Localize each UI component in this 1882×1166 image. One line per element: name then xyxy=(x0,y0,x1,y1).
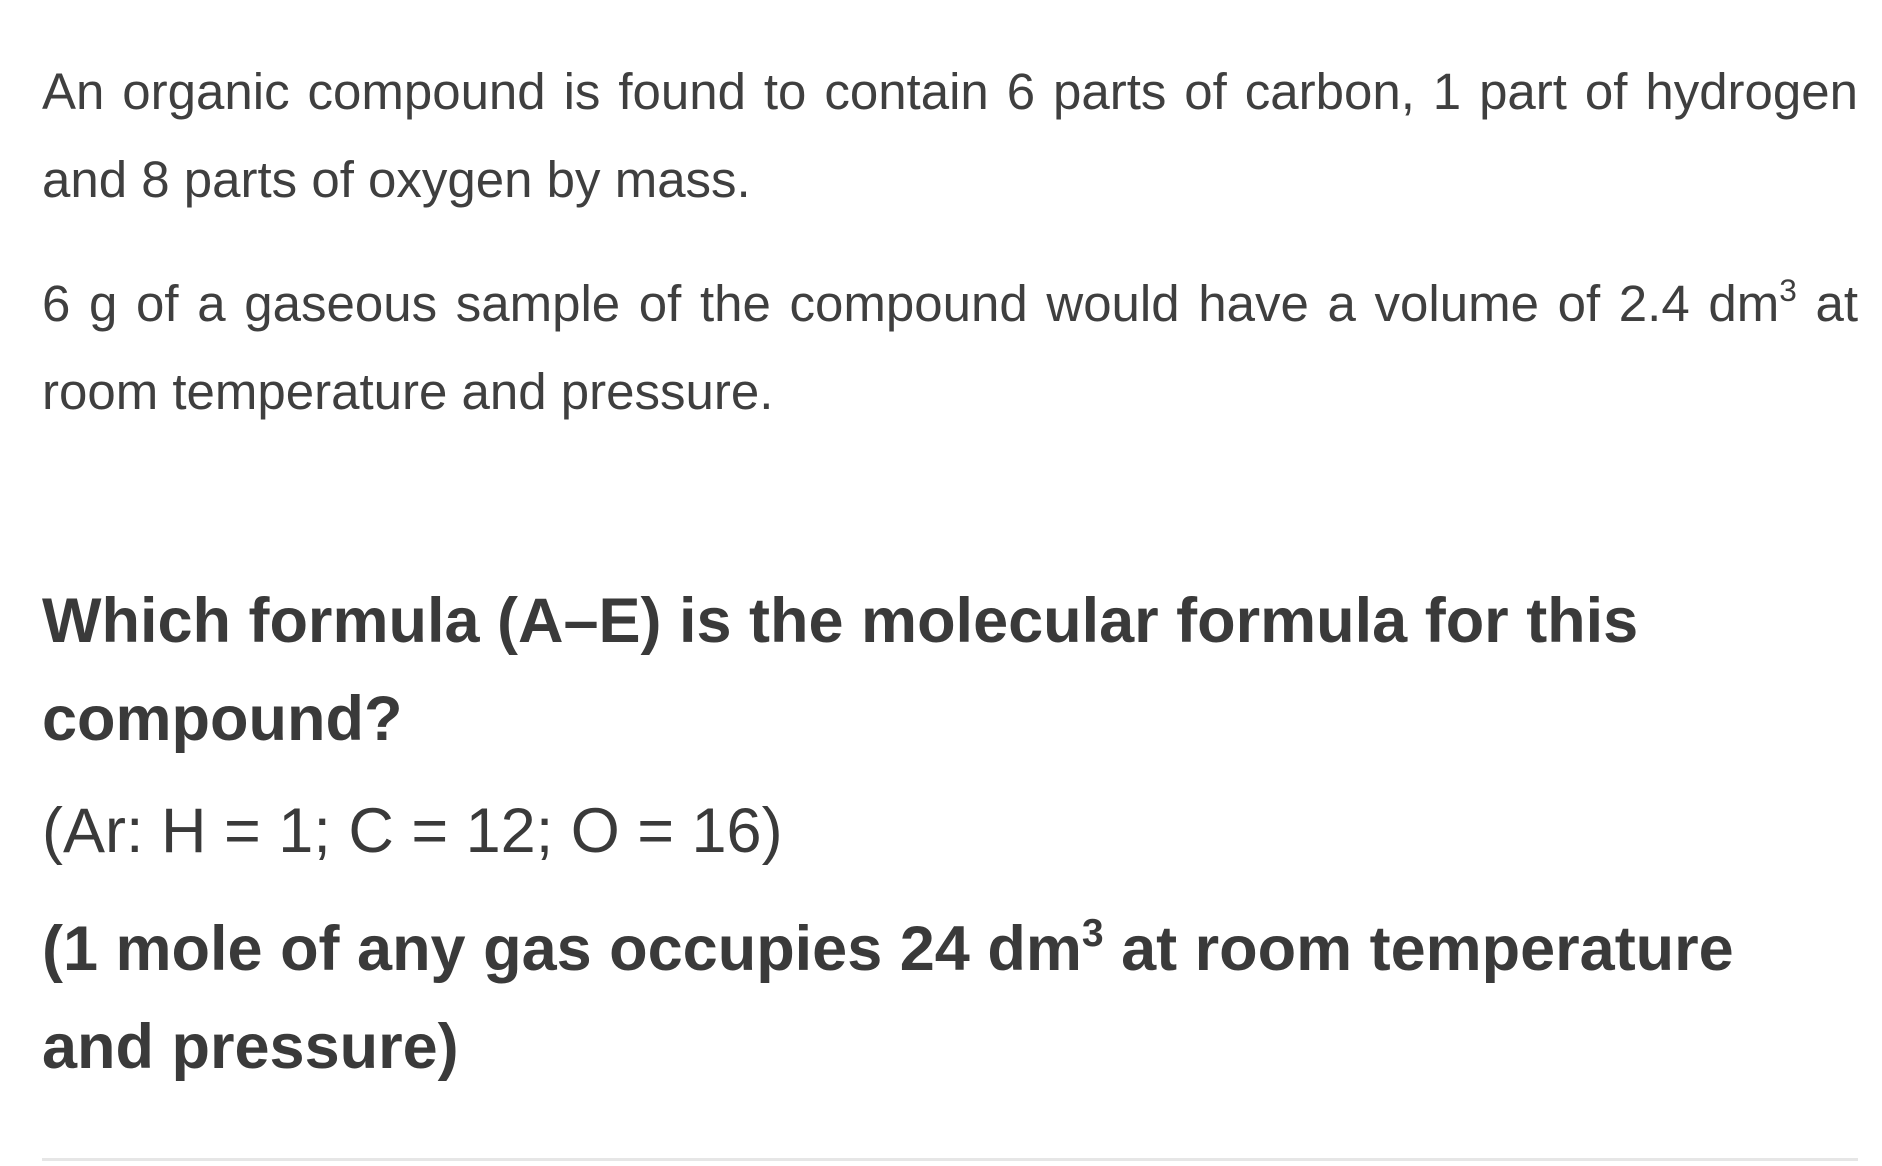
question-block xyxy=(42,572,1858,1096)
superscript-cubed: 3 xyxy=(1081,912,1104,956)
molar-volume-text: (1 mole of any gas occupies 24 dm xyxy=(42,914,1082,984)
sample-volume-text-end: at room temperature and pressure. xyxy=(42,275,1858,420)
question-content xyxy=(42,48,1858,1096)
section-divider xyxy=(42,1158,1858,1161)
sample-volume-paragraph xyxy=(42,260,1858,436)
sample-volume-text: 6 g of a gaseous sample of the compound would have a volume of 2.4 dm xyxy=(42,275,1780,332)
molar-volume-text-end: at room temperature and pressure) xyxy=(42,914,1734,1082)
question-prompt: Which formula (A–E) is the molecular formula for this compound? xyxy=(42,586,1639,754)
molar-volume-note xyxy=(42,900,1858,1096)
composition-paragraph: An organic compound is found to contain 6 parts of carbon, 1 part of hydrogen and 8 parts of oxygen by mass. xyxy=(42,63,1858,208)
relative-atomic-masses: (Ar: H = 1; C = 12; O = 16) xyxy=(42,796,783,866)
superscript-cubed: 3 xyxy=(1779,272,1797,309)
